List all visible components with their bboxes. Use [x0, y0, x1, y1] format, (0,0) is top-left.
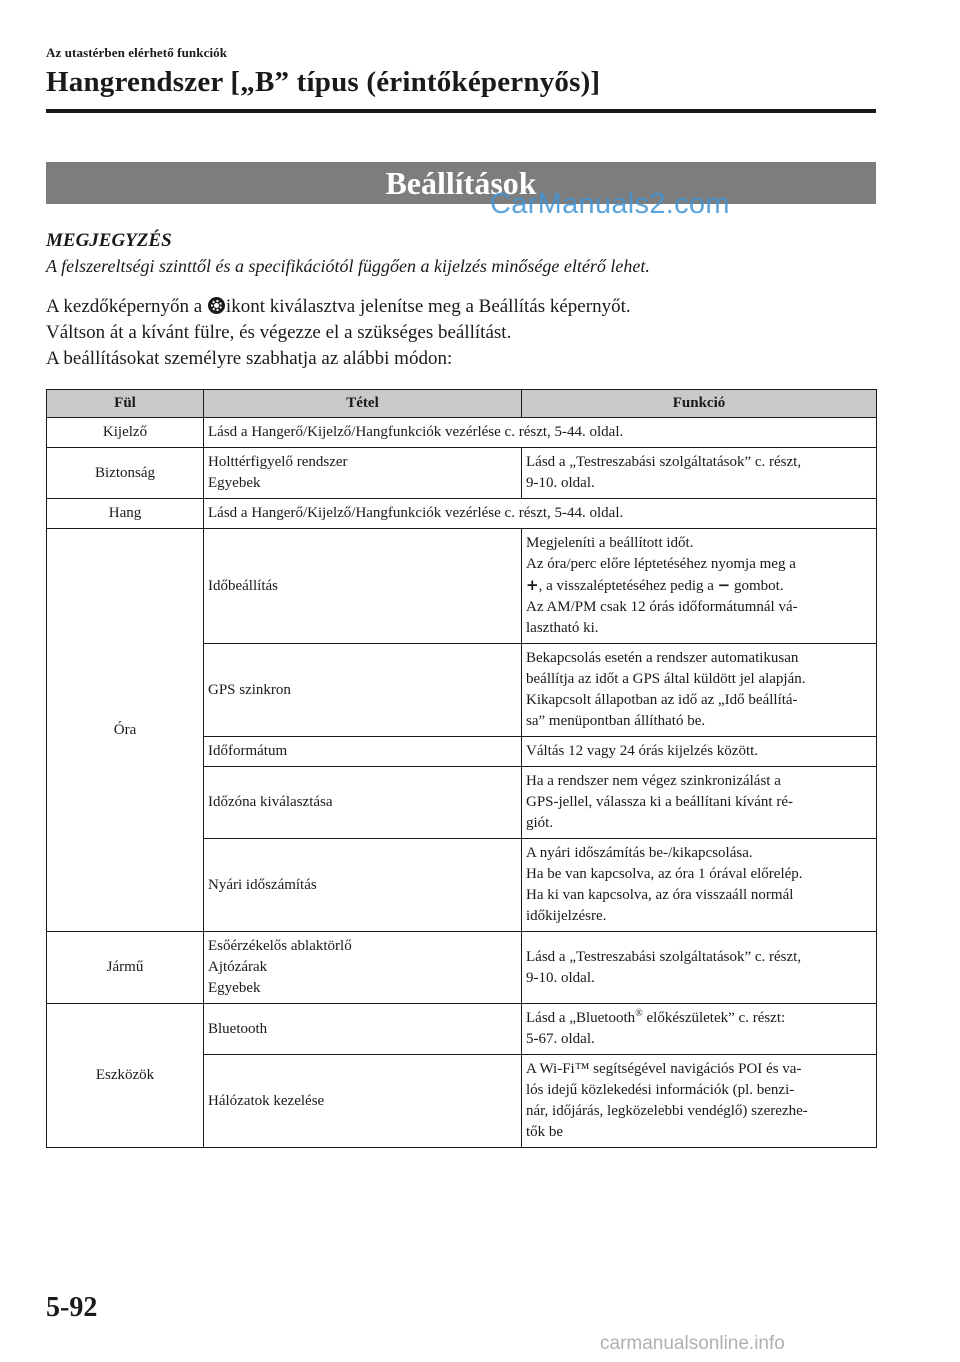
note-heading: MEGJEGYZÉS [46, 230, 172, 251]
note-text: A felszereltségi szinttől és a specifikációtól függően a kijelzés minősége eltérő lehet. [46, 256, 650, 276]
table-row [47, 418, 877, 448]
cell-ful: Eszközök [47, 1004, 204, 1148]
minus-icon: − [717, 576, 731, 594]
funkcio-line: lasztható ki. [526, 620, 599, 636]
funkcio-line: GPS-jellel, válassza ki a beállítani kívánt ré- [526, 794, 793, 810]
cell-funkcio [522, 1004, 877, 1055]
funkcio-line: sa” menüpontban állítható be. [526, 713, 706, 729]
cell-tetel: Hálózatok kezelése [204, 1055, 522, 1148]
funkcio-line: Ha be van kapcsolva, az óra 1 órával előrelép. [526, 866, 803, 882]
funkcio-line: 5-67. oldal. [526, 1031, 595, 1047]
funkcio-line: nár, időjárás, legközelebbi vendéglő) szerezhe- [526, 1103, 808, 1119]
tetel-line: Esőérzékelős ablaktörlő [208, 938, 352, 954]
intro-line-1-end: ikont kiválasztva jelenítse meg a Beállítás képernyőt. [225, 296, 631, 317]
section-banner [46, 162, 876, 204]
intro-line-2: Váltson át a kívánt fülre, és végezze el a szükséges beállítást. [46, 322, 512, 343]
watermark-bottom: carmanualsonline.info [600, 1333, 785, 1354]
tetel-line: Egyebek [208, 475, 261, 491]
cell-funkcio [522, 932, 877, 1004]
plus-icon: + [526, 576, 539, 594]
cell-tetel: Bluetooth [204, 1004, 522, 1055]
page-title: Hangrendszer [„B” típus (érintőképernyős)] [46, 66, 601, 98]
funkcio-line: Megjeleníti a beállított időt. [526, 535, 694, 551]
table-row [47, 932, 877, 1004]
intro-paragraph [46, 294, 876, 372]
cell-ful: Hang [47, 499, 204, 529]
funkcio-text: előkészületek” c. részt: [642, 1010, 786, 1026]
page-number: 5-92 [46, 1292, 98, 1323]
funkcio-line: Lásd a „Testreszabási szolgáltatások” c. részt, [526, 948, 802, 965]
funkcio-line: tők be [526, 1124, 564, 1140]
intro-line-3: A beállításokat személyre szabhatja az alábbi módon: [46, 348, 453, 369]
watermark-top: CarManuals2.com [490, 188, 730, 220]
funkcio-line: időkijelzésre. [526, 908, 607, 924]
gear-icon [208, 297, 225, 314]
funkcio-line [526, 575, 872, 597]
funkcio-text: Lásd a „Bluetooth [526, 1010, 636, 1026]
table-row [47, 1004, 877, 1055]
funkcio-line: Ha ki van kapcsolva, az óra visszaáll normál [526, 887, 794, 903]
cell-tetel [204, 448, 522, 499]
intro-line-1-start: A kezdőképernyőn a [46, 296, 207, 317]
cell-funkcio [522, 767, 877, 839]
cell-funkcio [522, 644, 877, 737]
funkcio-line: Az óra/perc előre léptetéséhez nyomja meg a [526, 556, 796, 572]
cell-merged: Lásd a Hangerő/Kijelző/Hangfunkciók vezérlése c. részt, 5-44. oldal. [204, 418, 877, 448]
registered-mark: ® [635, 1008, 643, 1019]
cell-ful: Jármű [47, 932, 204, 1004]
tetel-line: Ajtózárak [208, 959, 268, 975]
cell-funkcio [522, 448, 877, 499]
funkcio-line: Bekapcsolás esetén a rendszer automatikusan [526, 650, 799, 666]
section-label: Az utastérben elérhető funkciók [46, 45, 228, 60]
cell-funkcio [522, 1055, 877, 1148]
cell-tetel: Időformátum [204, 737, 522, 767]
funkcio-line: Az AM/PM csak 12 órás időformátumnál vá- [526, 599, 798, 615]
funkcio-line: 9-10. oldal. [526, 969, 595, 986]
funkcio-line: A Wi-Fi™ segítségével navigációs POI és va- [526, 1061, 802, 1077]
cell-tetel: GPS szinkron [204, 644, 522, 737]
cell-funkcio [522, 839, 877, 932]
header-funkcio: Funkció [522, 390, 877, 418]
cell-tetel [204, 932, 522, 1004]
intro-line-1 [46, 294, 876, 320]
cell-tetel: Időzóna kiválasztása [204, 767, 522, 839]
funkcio-line: A nyári időszámítás be-/kikapcsolása. [526, 845, 753, 861]
section-banner-title: Beállítások [385, 164, 537, 201]
table-header-row [47, 390, 877, 418]
funkcio-text: gombot. [730, 578, 784, 594]
funkcio-line: Kikapcsolt állapotban az idő az „Idő beállítá- [526, 692, 798, 708]
funkcio-line: 9-10. oldal. [526, 475, 595, 491]
header-ful: Fül [47, 390, 204, 418]
cell-ful: Biztonság [47, 448, 204, 499]
table-row [47, 529, 877, 644]
funkcio-line: Ha a rendszer nem végez szinkronizálást a [526, 773, 781, 789]
tetel-line: Egyebek [208, 980, 261, 996]
funkcio-line: Lásd a „Testreszabási szolgáltatások” c. részt, [526, 454, 802, 470]
cell-merged: Lásd a Hangerő/Kijelző/Hangfunkciók vezérlése c. részt, 5-44. oldal. [204, 499, 877, 529]
funkcio-line [526, 1008, 872, 1029]
funkcio-line: lós idejű közlekedési információk (pl. benzi- [526, 1082, 795, 1098]
table-row [47, 499, 877, 529]
funkcio-text: , a visszaléptetéséhez pedig a [538, 578, 718, 594]
cell-tetel: Nyári időszámítás [204, 839, 522, 932]
cell-ful: Óra [47, 529, 204, 932]
tetel-line: Holttérfigyelő rendszer [208, 454, 348, 470]
header-divider [46, 109, 876, 113]
funkcio-line: beállítja az időt a GPS által küldött jel alapján. [526, 671, 806, 687]
table-row [47, 448, 877, 499]
cell-ful: Kijelző [47, 418, 204, 448]
header-tetel: Tétel [204, 390, 522, 418]
cell-tetel: Időbeállítás [204, 529, 522, 644]
cell-funkcio: Váltás 12 vagy 24 órás kijelzés között. [522, 737, 877, 767]
funkcio-line: giót. [526, 815, 554, 831]
settings-table [46, 389, 877, 1148]
cell-funkcio [522, 529, 877, 644]
